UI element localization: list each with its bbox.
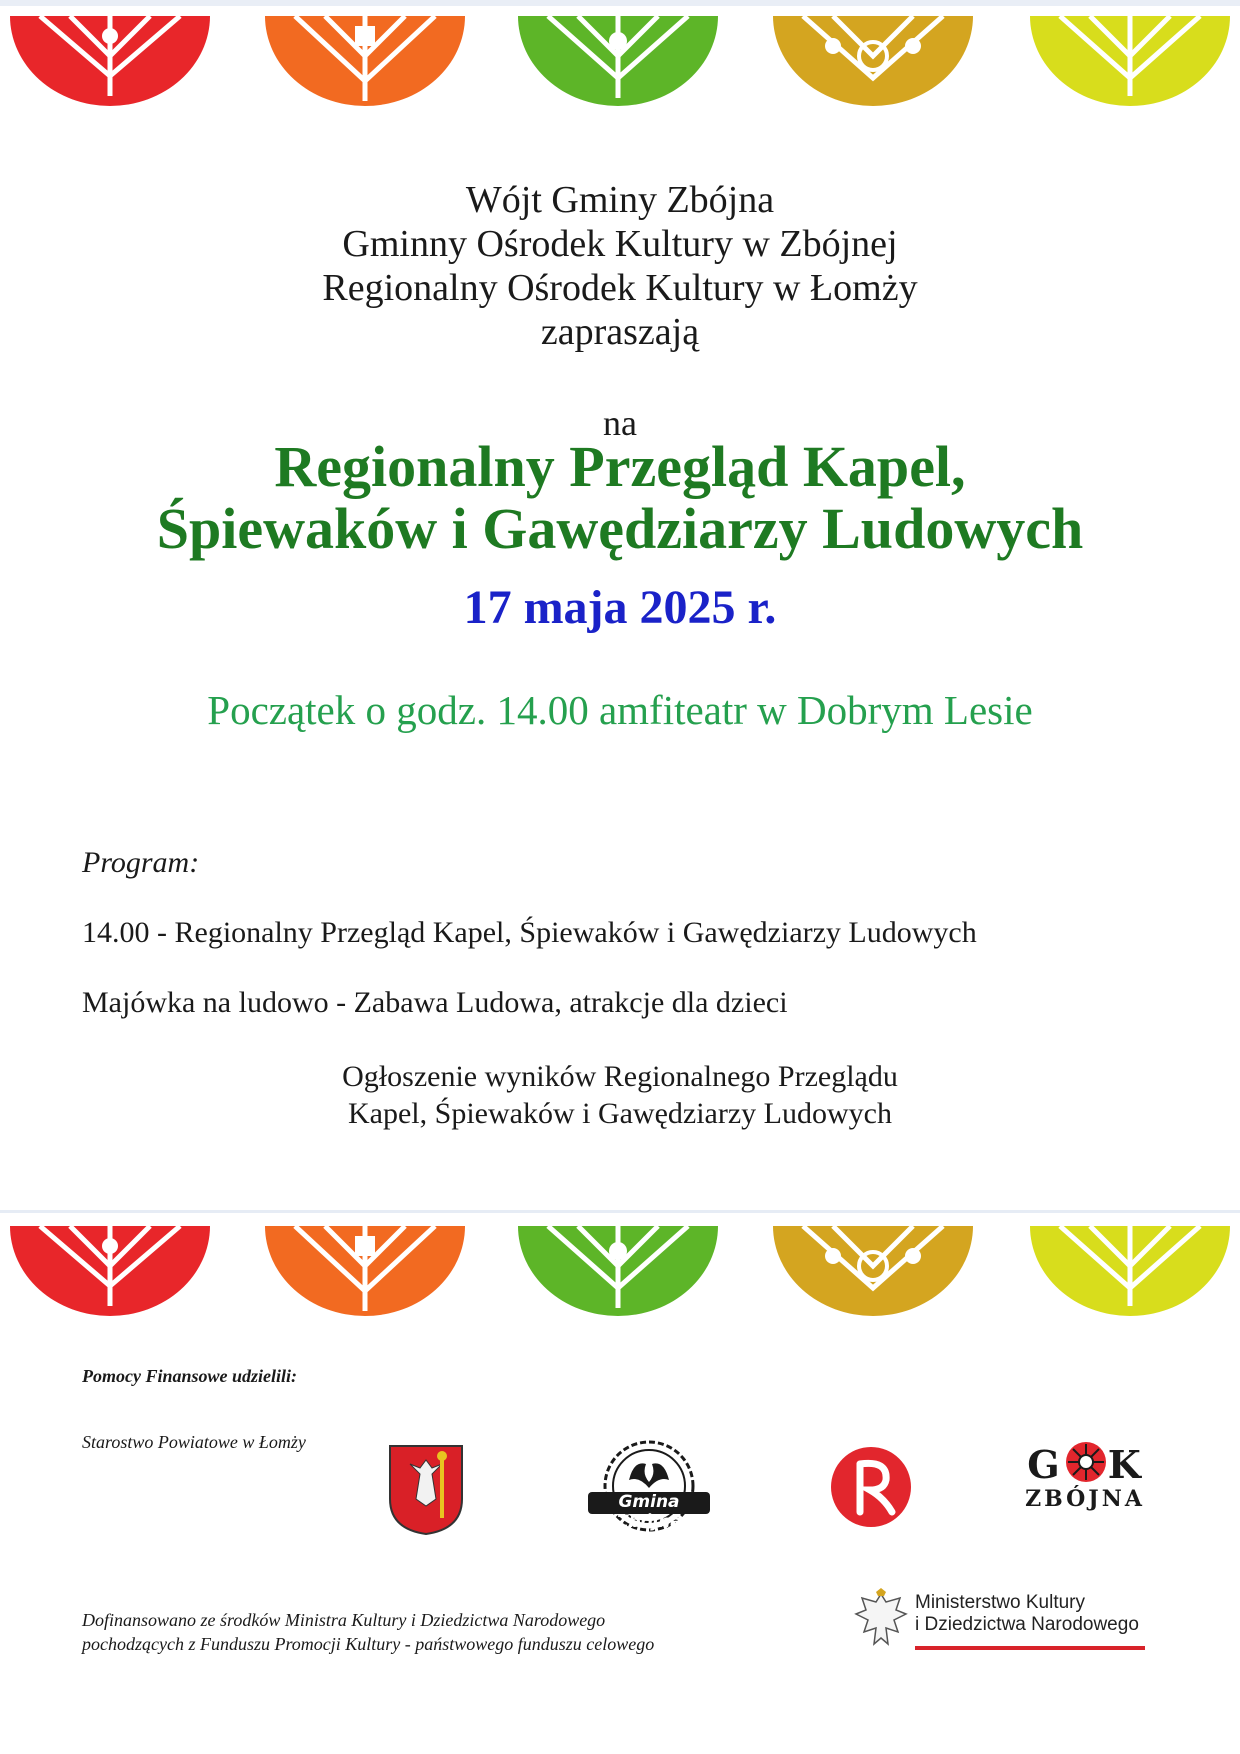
cofinancing-text [82,1608,654,1656]
starostwo-text: Starostwo Powiatowe w Łomży [82,1432,306,1452]
garland-gold-cutout [773,16,973,106]
na-text: na [603,403,637,443]
bottom-section-border [0,1210,1240,1213]
garland-green-cutout [518,1226,718,1316]
program-label: Program: [82,846,200,879]
gok-letter-g: G [1027,1442,1062,1487]
gmina-zbojna-logo-text: Gmina Zbójna [616,1492,682,1532]
results-line1: Ogłoszenie wyników Regionalnego Przeglądu [342,1060,898,1093]
garland-orange-cutout [265,1226,465,1316]
ministry-logo-text [915,1592,1139,1636]
gok-zbojna-text: ZBÓJNA [1025,1486,1145,1512]
hosts-block [0,178,1240,354]
program-item-1: 14.00 - Regionalny Przegląd Kapel, Śpiewaków i Gawędziarzy Ludowych [82,916,977,949]
event-start-info: Początek o godz. 14.00 amfiteatr w Dobrym Lesie [207,687,1033,733]
event-title [0,436,1240,560]
results-line2: Kapel, Śpiewaków i Gawędziarzy Ludowych [348,1097,892,1130]
cofinancing-line2: pochodzących z Funduszu Promocji Kultury - państwowego funduszu celowego [82,1634,655,1654]
top-garland [0,16,1240,126]
garland-gold-cutout [773,1226,973,1316]
program-item-2: Majówka na ludowo - Zabawa Ludowa, atrakcje dla dzieci [82,986,788,1019]
ministry-red-bar [915,1646,1145,1650]
lomza-coat-of-arms-icon [388,1444,464,1536]
gok-flower-icon [1064,1440,1108,1484]
ministry-line1: Ministerstwo Kultury [915,1592,1085,1613]
event-date: 17 maja 2025 r. [463,581,777,634]
top-border [0,0,1240,6]
host-wojt: Wójt Gminy Zbójna [465,179,775,221]
host-rok: Regionalny Ośrodek Kultury w Łomży [322,267,918,309]
garland-yellow-cutout [1030,1226,1230,1316]
gok-letter-k: K [1107,1442,1143,1487]
program-results [0,1058,1240,1132]
bottom-garland [0,1226,1240,1336]
cofinancing-line1: Dofinansowano ze środków Ministra Kultury i Dziedzictwa Narodowego [82,1610,606,1630]
garland-green-cutout [518,16,718,106]
white-eagle-emblem-icon [852,1588,910,1652]
regional-culture-r-logo-icon [830,1446,912,1528]
funding-label: Pomocy Finansowe udzielili: [82,1366,298,1386]
event-title-line1: Regionalny Przegląd Kapel, [274,434,966,499]
garland-red-cutout [10,16,210,106]
event-title-line2: Śpiewaków i Gawędziarzy Ludowych [156,496,1084,561]
garland-yellow-cutout [1030,16,1230,106]
garland-orange-cutout [265,16,465,106]
host-gok: Gminny Ośrodek Kultury w Zbójnej [342,223,898,265]
invite-text: zapraszają [540,311,700,353]
ministry-line2: i Dziedzictwa Narodowego [915,1614,1139,1635]
garland-red-cutout [10,1226,210,1316]
